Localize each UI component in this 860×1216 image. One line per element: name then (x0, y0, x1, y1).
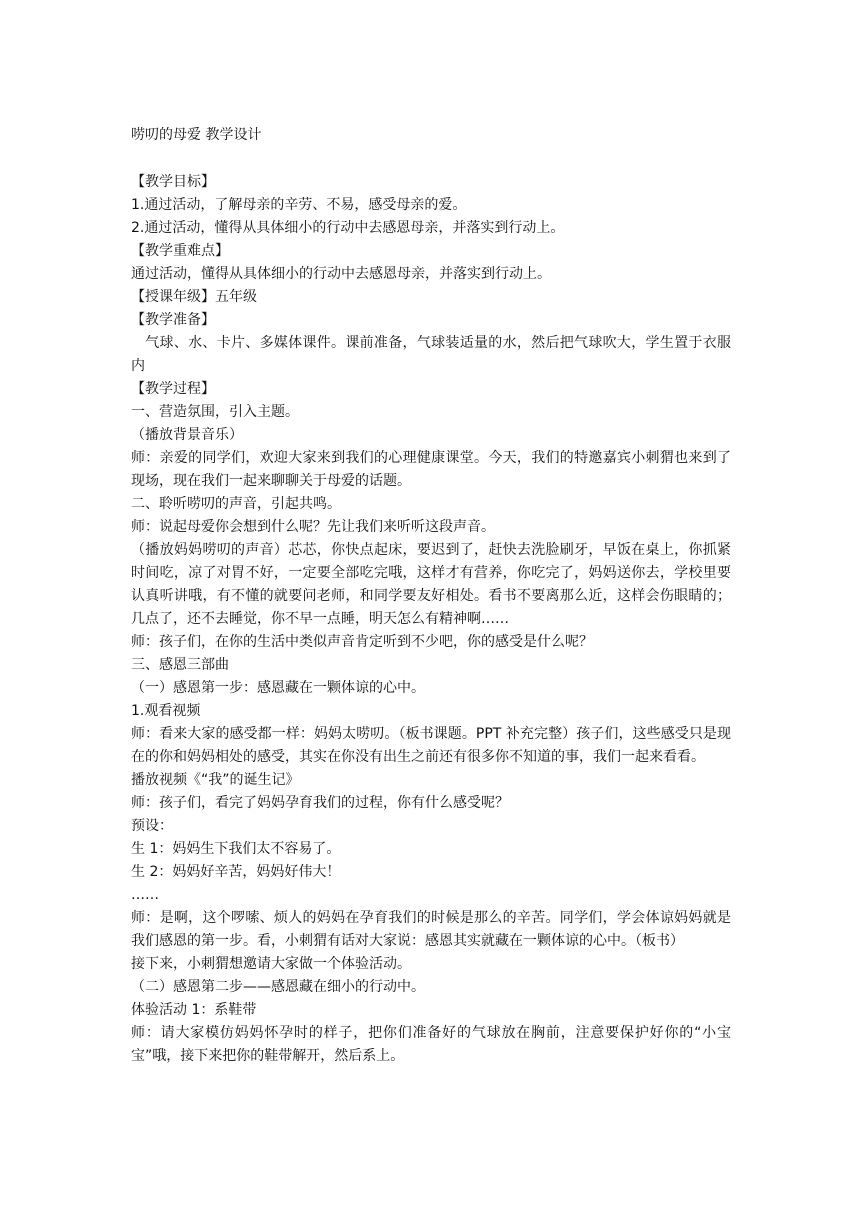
teacher-line: 师：说起母爱你会想到什么呢？先让我们来听听这段声音。 (131, 519, 495, 535)
video-line: 播放视频《“我”的诞生记》 (131, 772, 300, 788)
transition-line: 接下来，小刺猬想邀请大家做一个体验活动。 (131, 956, 411, 972)
process-step-heading: 三、感恩三部曲 (131, 657, 229, 673)
sub-step-heading: （二）感恩第二步——感恩藏在细小的行动中。 (131, 979, 425, 995)
student-line: 生 1：妈妈生下我们太不容易了。 (131, 841, 341, 857)
objective-item: 2.通过活动，懂得从具体细小的行动中去感恩母亲，并落实到行动上。 (131, 220, 565, 236)
stage-direction: （播放背景音乐） (131, 427, 243, 443)
teacher-line: 师：孩子们，看完了妈妈孕育我们的过程，你有什么感受呢？ (131, 795, 509, 811)
preparation-text: 气球、水、卡片、多媒体课件。课前准备，气球装适量的水，然后把气球吹大，学生置于衣服内 (131, 335, 731, 374)
objective-item: 1.通过活动，了解母亲的辛劳、不易，感受母亲的爱。 (131, 197, 467, 213)
section-heading-objectives: 【教学目标】 (131, 174, 215, 190)
teacher-line: 师：看来大家的感受都一样：妈妈太唠叨。（板书课题。PPT 补充完整）孩子们，这些感受只是现在的你和妈妈相处的感受，其实在你没有出生之前还有很多你不知道的事，我们一起来看看。 (131, 726, 731, 765)
teacher-line: 师：是啊，这个啰嗦、烦人的妈妈在孕育我们的时候是那么的辛苦。同学们，学会体谅妈妈就是我们感恩的第一步。看，小刺猬有话对大家说：感恩其实就藏在一颗体谅的心中。（板书） (131, 910, 731, 949)
activity-heading: 1.观看视频 (131, 703, 201, 719)
ellipsis-line: …… (131, 887, 159, 903)
process-step-heading: 一、营造氛围，引入主题。 (131, 404, 299, 420)
section-heading-process: 【教学过程】 (131, 381, 215, 397)
section-heading-preparation: 【教学准备】 (131, 312, 215, 328)
sub-step-heading: （一）感恩第一步：感恩藏在一颗体谅的心中。 (131, 680, 425, 696)
section-heading-key-points: 【教学重难点】 (131, 243, 229, 259)
document-title: 唠叨的母爱 教学设计 (131, 127, 262, 143)
teacher-line: 师：孩子们，在你的生活中类似声音肯定听到不少吧，你的感受是什么呢？ (131, 634, 593, 650)
teacher-line: 师：请大家模仿妈妈怀孕时的样子，把你们准备好的气球放在胸前，注意要保护好你的“小宝宝”哦，接下来把你的鞋带解开，然后系上。 (131, 1025, 731, 1064)
document-page (131, 123, 731, 1068)
teacher-line: 师：亲爱的同学们，欢迎大家来到我们的心理健康课堂。今天，我们的特邀嘉宾小刺猬也来到了现场，现在我们一起来聊聊关于母爱的话题。 (131, 450, 731, 489)
process-step-heading: 二、聆听唠叨的声音，引起共鸣。 (131, 496, 341, 512)
audio-script: （播放妈妈唠叨的声音）芯芯，你快点起床，要迟到了，赶快去洗脸刷牙，早饭在桌上，你抓紧时间吃，凉了对胃不好，一定要全部吃完哦，这样才有营养，你吃完了，妈妈送你去，学校里要认真听讲哦，有不懂的就要问老师，和同学要友好相处。看书不要离那么近，这样会伤眼睛的；几点了，还不去睡觉，你不早一点睡，明天怎么有精神啊…… (131, 542, 731, 627)
activity-heading: 体验活动 1：系鞋带 (131, 1002, 257, 1018)
preset-label: 预设： (131, 818, 173, 834)
grade-line: 【授课年级】五年级 (131, 289, 257, 305)
student-line: 生 2：妈妈好辛苦，妈妈好伟大！ (131, 864, 341, 880)
key-points-text: 通过活动，懂得从具体细小的行动中去感恩母亲，并落实到行动上。 (131, 266, 551, 282)
